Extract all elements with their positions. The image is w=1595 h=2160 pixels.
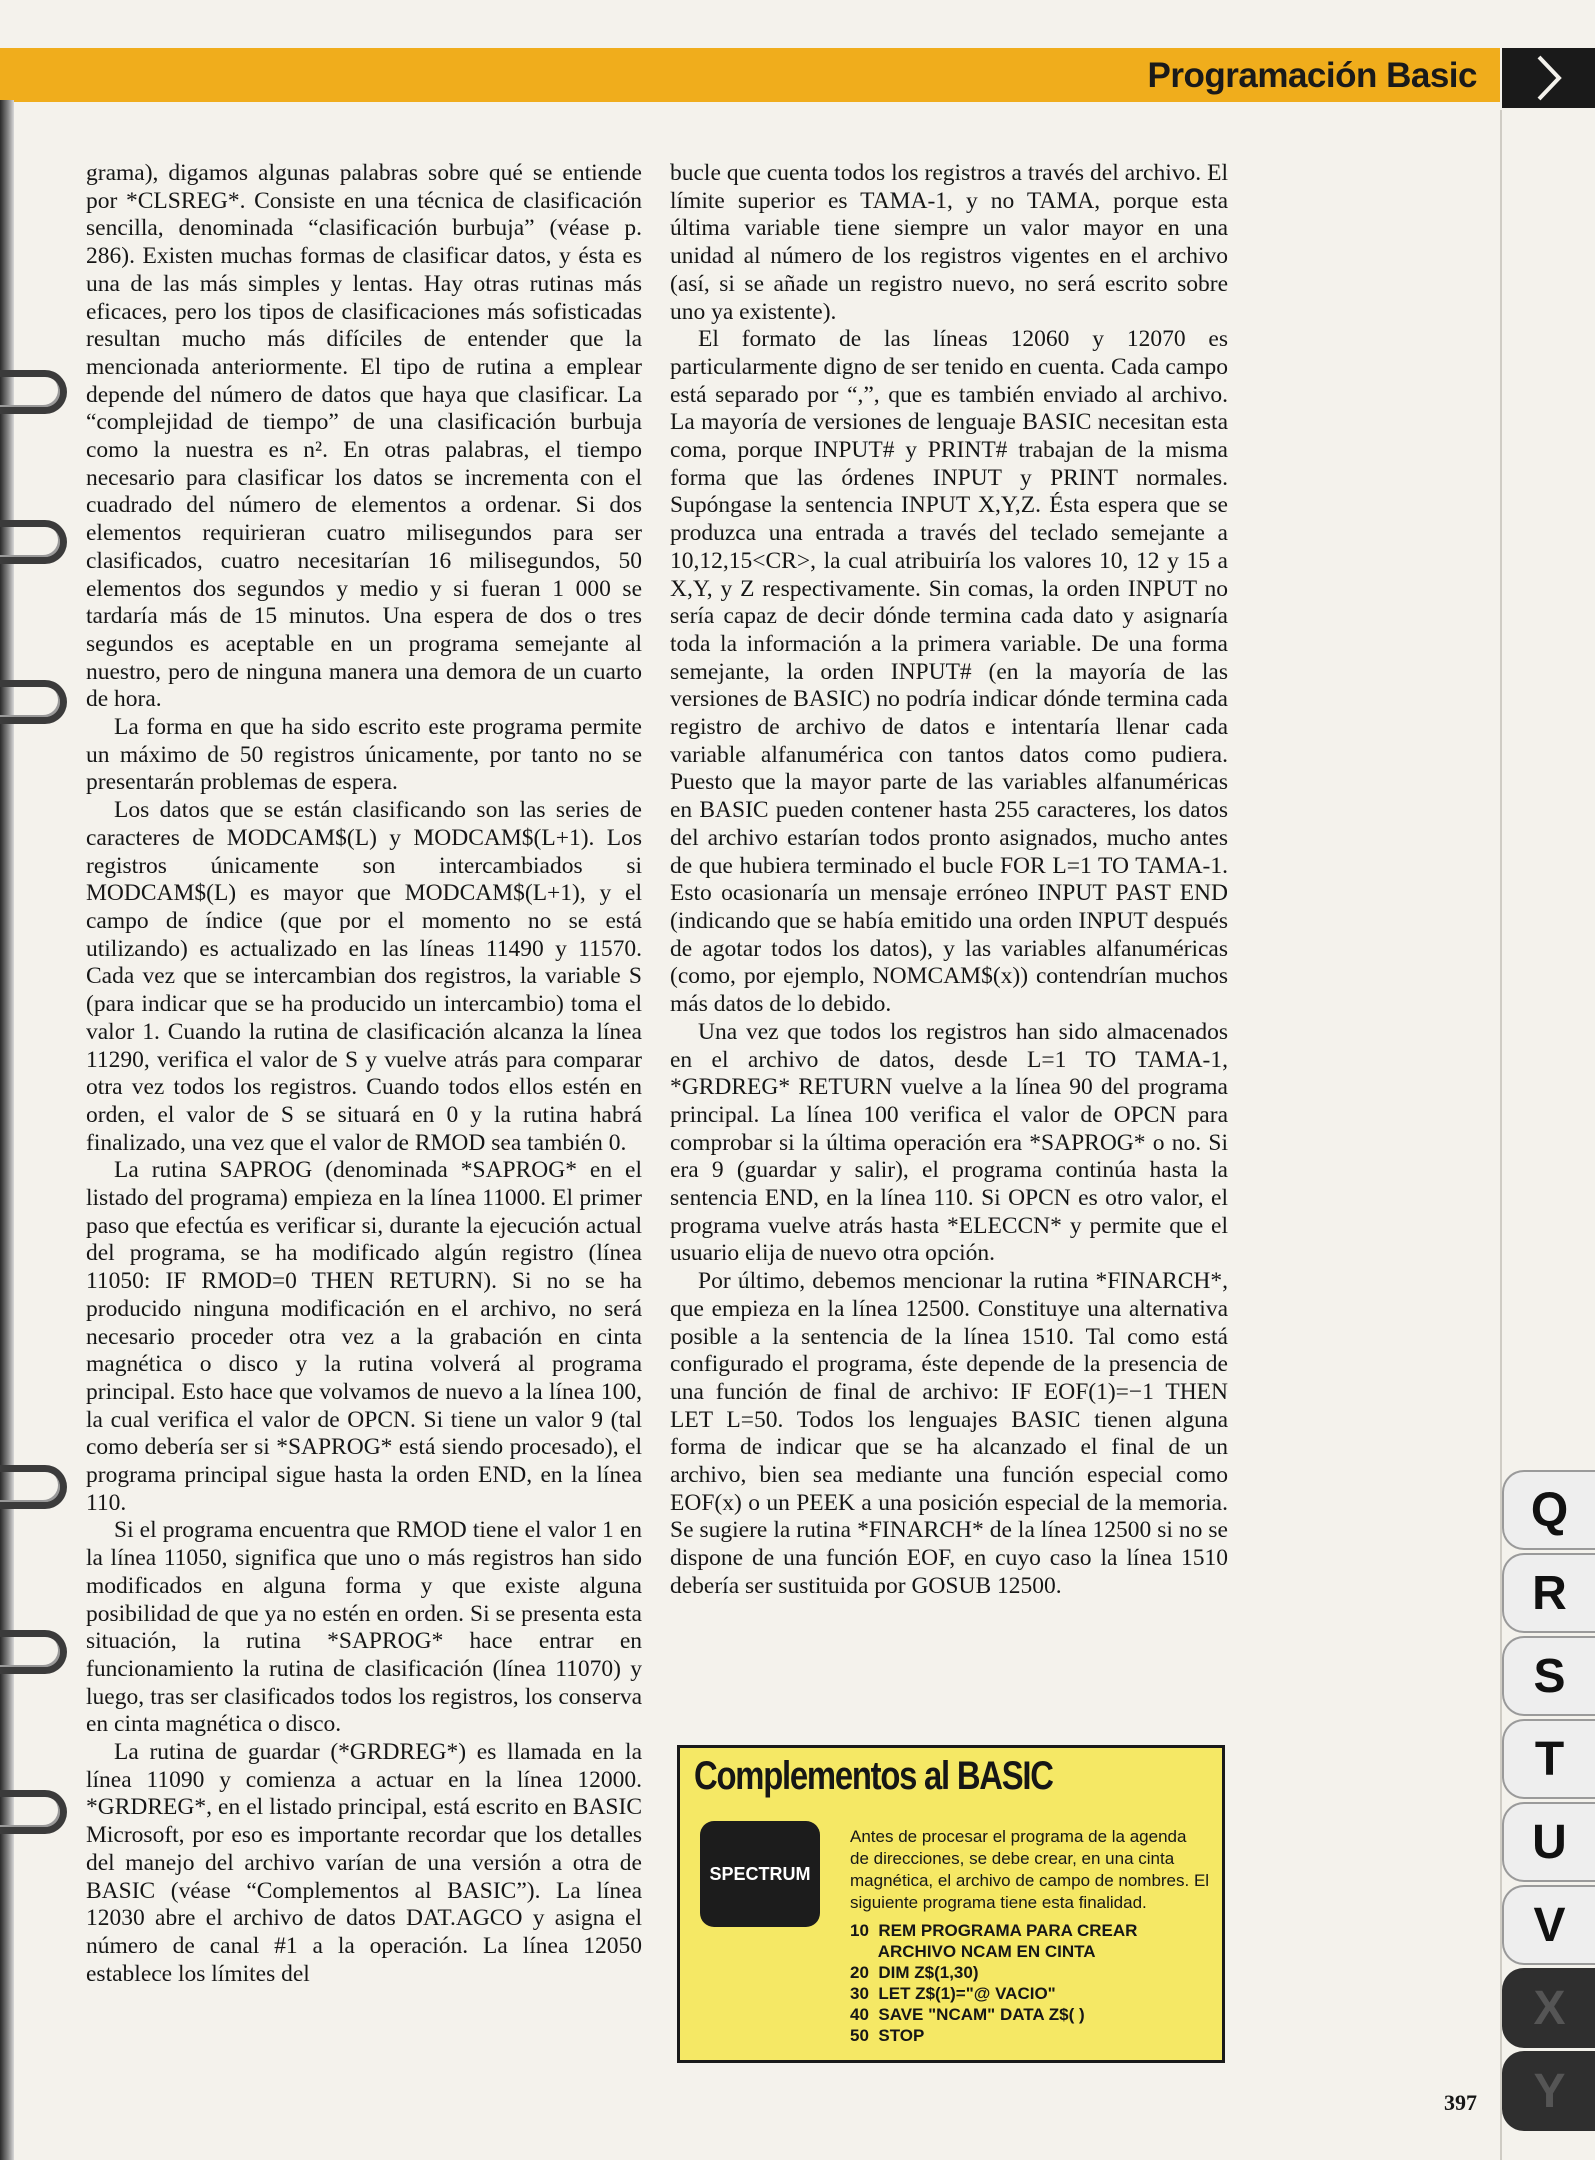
index-tab-r[interactable]: R (1502, 1553, 1595, 1633)
index-tab-x[interactable]: X (1502, 1968, 1595, 2048)
paragraph: Una vez que todos los registros han sido almacenados en el archivo de datos, desde L=1 TO TAMA-1, *GRDREG* RETURN vuelve a la línea 90 del programa principal. La línea 100 verifica el valor de OPCN para comprobar si la última operación era *SAPROG* o no. Si era 9 (guardar y salir), el programa continúa hasta la sentencia END, en la línea 110. Si OPCN es otro valor, el programa vuelve atrás hasta *ELECCN* y permite que el usuario elija de nuevo otra opción. (670, 1018, 1228, 1267)
code-line: 20 DIM Z$(1,30) (850, 1963, 979, 1982)
left-text-column (86, 160, 642, 1988)
next-page-button[interactable] (1502, 48, 1595, 108)
sidebar-title: Complementos al BASIC (694, 1754, 1053, 1798)
code-line: ARCHIVO NCAM EN CINTA (850, 1942, 1096, 1961)
index-tab-s[interactable]: S (1502, 1636, 1595, 1716)
binding-ring (0, 1790, 67, 1834)
index-tab-v[interactable]: V (1502, 1885, 1595, 1965)
paragraph: La forma en que ha sido escrito este programa permite un máximo de 50 registros únicamente, por tanto no se presentarán problemas de espera. (86, 714, 642, 796)
paragraph: La rutina SAPROG (denominada *SAPROG* en el listado del programa) empieza en la línea 11000. El primer paso que efectúa es verificar si, durante la ejecución actual del programa, se ha modificado algún registro (línea 11050: IF RMOD=0 THEN RETURN). Si no se ha producido ninguna modificación en el archivo, no será necesario proceder otra vez a la grabación en cinta magnética o disco y la rutina volverá al programa principal. Esto hace que volvamos de nuevo a la línea 100, la cual verifica el valor de OPCN. Si tiene un valor 9 (tal como debería ser si *SAPROG* está siendo procesado), el programa principal sigue hasta la orden END, en la línea 110. (86, 1157, 642, 1516)
index-tab-q[interactable]: Q (1502, 1470, 1595, 1550)
code-line: 10 REM PROGRAMA PARA CREAR (850, 1921, 1138, 1940)
right-text-column (670, 160, 1228, 1601)
code-line: 30 LET Z$(1)="@ VACIO" (850, 1984, 1056, 2003)
complementos-sidebar-box (677, 1745, 1225, 2063)
binding-ring (0, 1465, 67, 1509)
paragraph: Los datos que se están clasificando son las series de caracteres de MODCAM$(L) y MODCAM$(L+1). Los registros únicamente son intercambiados si MODCAM$(L) es mayor que MODCAM$(L+1), y el campo de índice (que por el momento no se está utilizando) es actualizado en las líneas 11490 y 11570. Cada vez que se intercambian dos registros, la variable S (para indicar que se ha producido un intercambio) toma el valor 1. Cuando la rutina de clasificación alcanza la línea 11290, verifica el valor de S y vuelve atrás para comparar otra vez todos los registros. Cuando todos ellos estén en orden, el valor de S se situará en 0 y la rutina habrá finalizado, una vez que el valor de RMOD sea también 0. (86, 797, 642, 1156)
index-tab-y[interactable]: Y (1502, 2051, 1595, 2131)
paragraph: La rutina de guardar (*GRDREG*) es llamada en la línea 11090 y comienza a actuar en la línea 12000. *GRDREG*, en el listado principal, está escrito en BASIC Microsoft, por eso es importante recordar que los detalles del manejo del archivo varían de una versión a otra de BASIC (véase “Complementos al BASIC”). La línea 12030 abre el archivo de datos DAT.AGCO y asigna el número de canal #1 a la operación. La línea 12050 establece los límites del (86, 1739, 642, 1987)
code-line: 40 SAVE "NCAM" DATA Z$( ) (850, 2005, 1085, 2024)
paragraph: El formato de las líneas 12060 y 12070 es particularmente digno de ser tenido en cuenta. Cada campo está separado por “,”, que es también enviado al archivo. La mayoría de versiones de lenguaje BASIC necesitan esta coma, porque INPUT# y PRINT# trabajan de la misma forma que las órdenes INPUT y PRINT normales. Supóngase la sentencia INPUT X,Y,Z. Ésta espera que se produzca una entrada a través del teclado semejante a 10,12,15<CR>, la cual atribuiría los valores 10, 12 y 15 a X,Y, y Z respectivamente. Sin comas, la orden INPUT no sería capaz de decir dónde termina cada dato y asignaría toda la información a la primera variable. De una forma semejante, la orden INPUT# (en la mayoría de las versiones de BASIC) no podría indicar dónde termina cada registro de archivo de datos e intentaría llenar cada variable alfanumérica con tantos datos como pudiera. Puesto que la mayor parte de las variables alfanuméricas en BASIC pueden contener hasta 255 caracteres, los datos del archivo estarían todos pronto asignados, mucho antes de que hubiera terminado el bucle FOR L=1 TO TAMA-1. Esto ocasionaría un mensaje erróneo INPUT PAST END (indicando que se había emitido una orden INPUT después de agotar todos los datos), y las variables alfanuméricas (como, por ejemplo, NOMCAM$(x)) contendrían muchos más datos de lo debido. (670, 326, 1228, 1018)
binding-ring (0, 370, 67, 414)
sidebar-text: Antes de procesar el programa de la agenda de direcciones, se debe crear, en una cinta magnética, el archivo de campo de nombres. El siguiente programa tiene esta finalidad. (850, 1827, 1210, 1912)
code-line: 50 STOP (850, 2026, 925, 2045)
paragraph: Por último, debemos mencionar la rutina *FINARCH*, que empieza en la línea 12500. Constituye una alternativa posible a la sentencia de la línea 1510. Tal como está configurado el programa, éste depende de la presencia de una función de final de archivo: IF EOF(1)=−1 THEN LET L=50. Todos los lenguajes BASIC tienen alguna forma de indicar que se ha alcanzado el final de un archivo, bien sea mediante una función especial como EOF(x) o un PEEK a una posición especial de la memoria. Se sugiere la rutina *FINARCH* de la línea 12500 si no se dispone de una función EOF, en cuyo caso la línea 1510 debería ser sustituida por GOSUB 12500. (670, 1268, 1228, 1599)
paragraph: bucle que cuenta todos los registros a través del archivo. El límite superior es TAMA-1, y no TAMA, porque esta última variable tiene siempre un valor mayor en una unidad al número de los registros vigentes en el archivo (así, si se añade un registro nuevo, no será escrito sobre uno ya existente). (670, 160, 1228, 325)
paragraph: grama), digamos algunas palabras sobre qué se entiende por *CLSREG*. Consiste en una técnica de clasificación sencilla, denominada “clasificación burbuja” (véase p. 286). Existen muchas formas de clasificar datos, y ésta es una de las más simples y lentas. Hay otras rutinas más eficaces, pero los tipos de clasificaciones más sofisticadas resultan mucho más difíciles de entender que la mencionada anteriormente. El tipo de rutina a emplear depende del número de datos que haya que clasificar. La “complejidad de tiempo” de una clasificación burbuja como la nuestra es n². En otras palabras, el tiempo necesario para clasificar los datos se incrementa con el cuadrado del número de elementos a ordenar. Si dos elementos requirieran cuatro milisegundos para ser clasificados, cuatro necesitarían 16 milisegundos, 50 elementos dos segundos y medio y si fueran 1 000 se tardaría más de 15 minutos. Una espera de dos o tres segundos es aceptable en un programa semejante al nuestro, pero de ninguna manera una demora de un cuarto de hora. (86, 160, 642, 713)
binding-ring (0, 520, 67, 564)
index-tab-u[interactable]: U (1502, 1802, 1595, 1882)
page-section-title: Programación Basic (1147, 56, 1477, 95)
index-tabs (1502, 1470, 1595, 2134)
index-tab-t[interactable]: T (1502, 1719, 1595, 1799)
spectrum-badge: SPECTRUM (700, 1821, 820, 1927)
chevron-right-icon (1529, 53, 1569, 103)
binding-ring (0, 1630, 67, 1674)
binding-ring (0, 680, 67, 724)
page-number: 397 (1444, 2090, 1477, 2115)
paragraph: Si el programa encuentra que RMOD tiene el valor 1 en la línea 11050, significa que uno o más registros han sido modificados en alguna forma y que existe alguna posibilidad de que ya no estén en orden. Si se presenta esta situación, la rutina *SAPROG* hace entrar en funcionamiento la rutina de clasificación (línea 11070) y luego, tras ser clasificados todos los registros, los conserva en cinta magnética o disco. (86, 1517, 642, 1738)
code-listing (850, 1920, 1210, 2046)
